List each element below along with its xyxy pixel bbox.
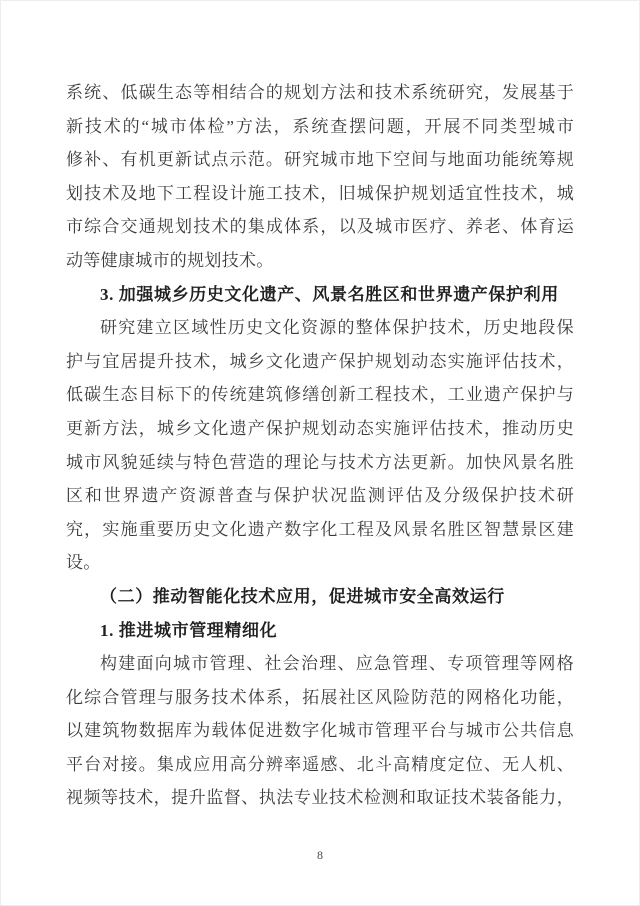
text-line-19: 化综合管理与服务技术体系，拓展社区风险防范的网格化功能， (66, 687, 574, 707)
page-number: 8 (317, 848, 323, 862)
text-line-9: 护与宜居提升技术，城乡文化遗产保护规划动态实施评估技术， (66, 351, 574, 371)
heading-line-17: 1. 推进城市管理精细化 (100, 620, 278, 640)
text-line-11: 更新方法，城乡文化遗产保护规划动态实施评估技术，推动历史 (66, 418, 574, 438)
heading-line-7: 3. 加强城乡历史文化遗产、风景名胜区和世界遗产保护利用 (100, 284, 559, 304)
page-text (66, 76, 574, 815)
text-line-2: 新技术的“城市体检”方法，系统查摆问题，开展不同类型城市 (66, 116, 574, 136)
text-line-8: 研究建立区域性历史文化资源的整体保护技术，历史地段保 (100, 318, 574, 338)
text-line-4: 划技术及地下工程设计施工技术，旧城保护规划适宜性技术，城 (66, 183, 574, 203)
text-line-12: 城市风貌延续与特色营造的理论与技术方法更新。加快风景名胜 (66, 452, 574, 472)
text-line-14: 究，实施重要历史文化遗产数字化工程及风景名胜区智慧景区建 (66, 519, 574, 539)
text-line-21: 平台对接。集成应用高分辨率遥感、北斗高精度定位、无人机、 (66, 754, 574, 774)
text-line-13: 区和世界遗产资源普查与保护状况监测评估及分级保护技术研 (66, 486, 574, 506)
text-line-15: 设。 (66, 553, 101, 573)
text-line-3: 修补、有机更新试点示范。研究城市地下空间与地面功能统筹规 (66, 150, 574, 170)
text-line-20: 以建筑物数据库为载体促进数字化城市管理平台与城市公共信息 (66, 721, 574, 741)
text-line-1: 系统、低碳生态等相结合的规划方法和技术系统研究，发展基于 (66, 83, 574, 102)
text-line-6: 动等健康城市的规划技术。 (66, 250, 274, 270)
text-line-22: 视频等技术，提升监督、执法专业技术检测和取证技术装备能力， (66, 788, 574, 808)
heading-line-16: （二）推动智能化技术应用，促进城市安全高效运行 (100, 586, 505, 606)
text-line-18: 构建面向城市管理、社会治理、应急管理、专项管理等网格 (100, 654, 574, 674)
text-line-5: 市综合交通规划技术的集成体系，以及城市医疗、养老、体育运 (66, 217, 574, 237)
text-line-10: 低碳生态目标下的传统建筑修缮创新工程技术，工业遗产保护与 (66, 385, 574, 405)
